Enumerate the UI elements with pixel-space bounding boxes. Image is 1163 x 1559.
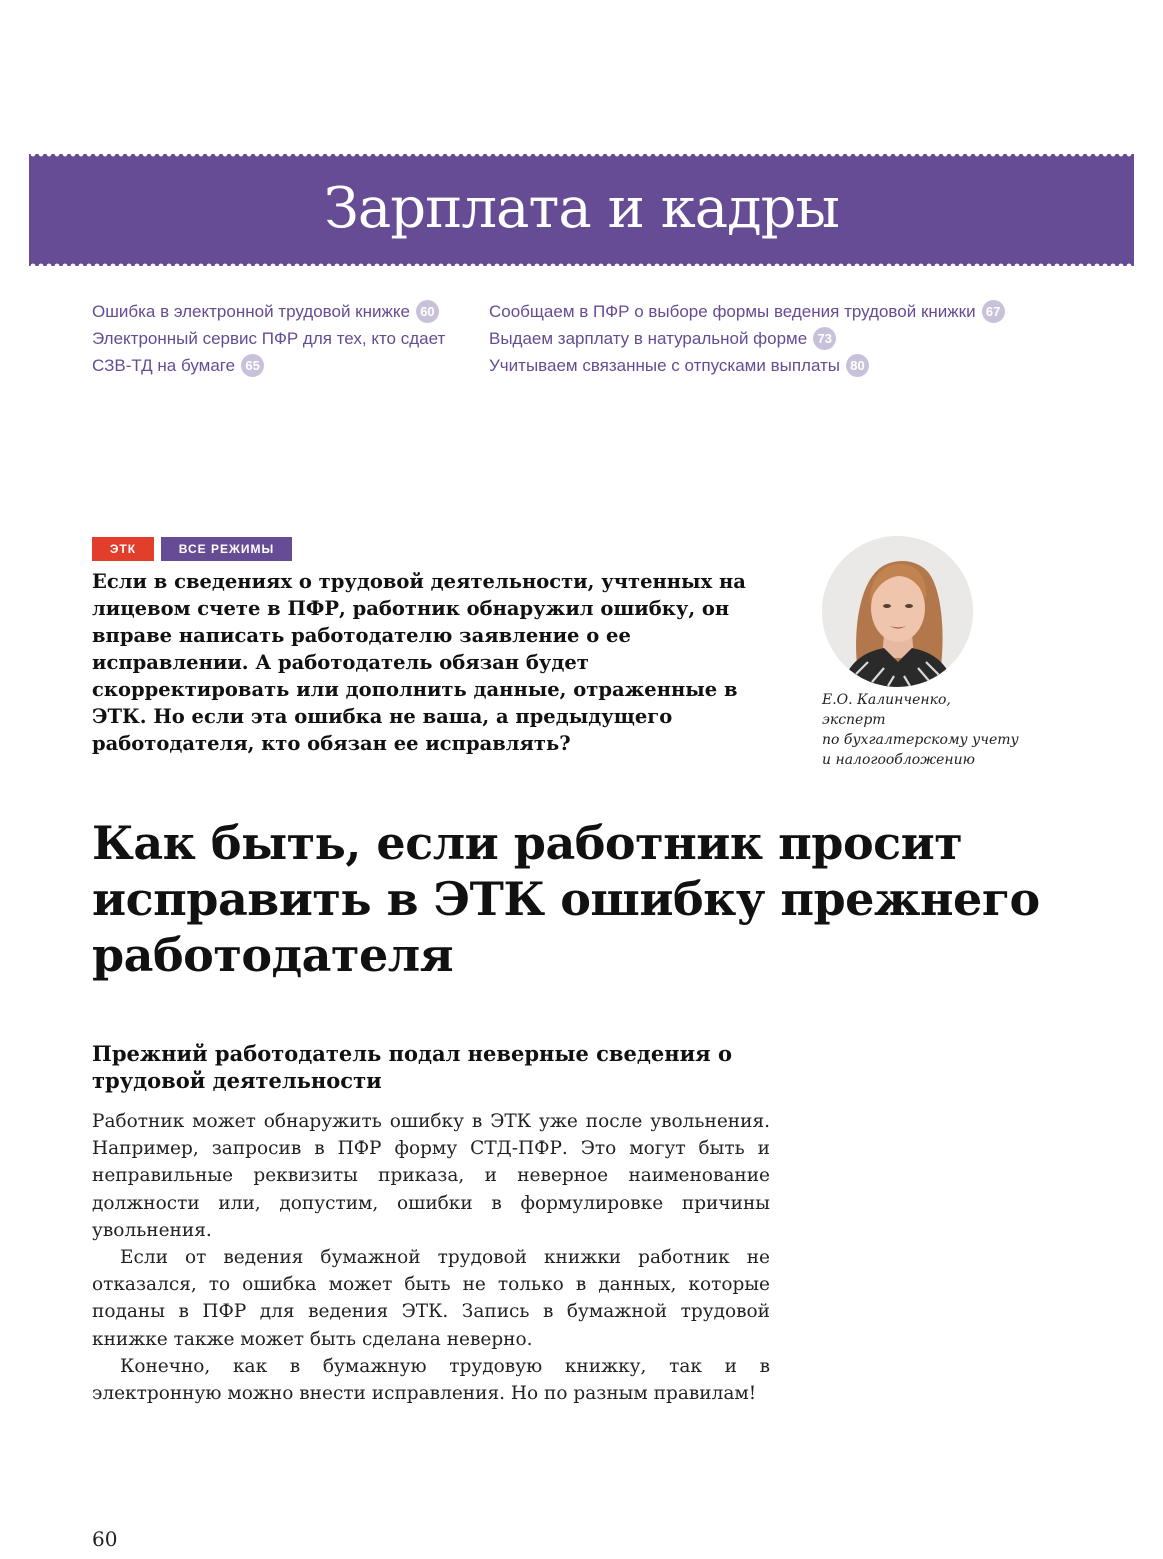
- toc-item[interactable]: Выдаем зарплату в натуральной форме 73: [489, 325, 1005, 352]
- body-paragraph: Работник может обнаружить ошибку в ЭТК уже после увольнения. Например, запросив в ПФР форму СТД-ПФР. Это могут быть и неправильные реквизиты приказа, и неверное наименование должности или, допустим, ошибки в формулировке причины увольнения.: [92, 1111, 770, 1241]
- toc-item[interactable]: Ошибка в электронной трудовой книжке 60: [92, 298, 445, 325]
- page-number: 60: [92, 1527, 118, 1551]
- author-name: Е.О. Калинченко,: [822, 692, 951, 708]
- toc-item[interactable]: СЗВ-ТД на бумаге 65: [92, 352, 445, 379]
- page-badge: 80: [846, 354, 869, 377]
- page-badge: 60: [416, 300, 439, 323]
- tag-etk: ЭТК: [92, 537, 154, 561]
- article-lead: Если в сведениях о трудовой деятельности, учтенных на лицевом счете в ПФР, работник обнаружил ошибку, он вправе написать работодателю заявление о ее исправлении. А работодатель обязан будет скорректировать или дополнить данные, отраженные в ЭТК. Но если эта ошибка не ваша, а предыдущего работодателя, кто обязан ее исправлять?: [92, 570, 746, 755]
- body-paragraph: Конечно, как в бумажную трудовую книжку, так и в электронную можно внести исправления. Но по разным правилам!: [92, 1355, 770, 1405]
- toc-right-column: [489, 298, 1005, 379]
- page-badge: 65: [241, 354, 264, 377]
- toc-left-column: [92, 298, 445, 379]
- section-banner: [29, 154, 1134, 266]
- author-caption: [822, 690, 1062, 770]
- author-portrait-icon: [822, 536, 973, 687]
- article-subhead: Прежний работодатель подал неверные сведения о трудовой деятельности: [92, 1041, 733, 1093]
- author-role: по бухгалтерскому учету: [822, 732, 1019, 748]
- section-title: Зарплата и кадры: [324, 175, 839, 241]
- author-photo: [822, 536, 973, 687]
- article-title: Как быть, если работник просит исправить в ЭТК ошибку прежнего работодателя: [92, 816, 1040, 982]
- page-badge: 73: [813, 327, 836, 350]
- author-role: и налогообложению: [822, 752, 975, 768]
- body-paragraph: Если от ведения бумажной трудовой книжки работник не отказался, то ошибка может быть не только в данных, которые поданы в ПФР для ведения ЭТК. Запись в бумажной трудовой книжке также может быть сделана неверно.: [92, 1247, 770, 1350]
- toc-item[interactable]: Сообщаем в ПФР о выборе формы ведения трудовой книжки 67: [489, 298, 1005, 325]
- page-badge: 67: [982, 300, 1005, 323]
- tag-all-modes: ВСЕ РЕЖИМЫ: [161, 537, 292, 561]
- toc-item[interactable]: Учитываем связанные с отпусками выплаты 80: [489, 352, 1005, 379]
- article-body: [92, 1108, 770, 1407]
- toc-item[interactable]: Электронный сервис ПФР для тех, кто сдает: [92, 329, 446, 348]
- article-tags: [92, 537, 292, 561]
- author-role: эксперт: [822, 712, 886, 728]
